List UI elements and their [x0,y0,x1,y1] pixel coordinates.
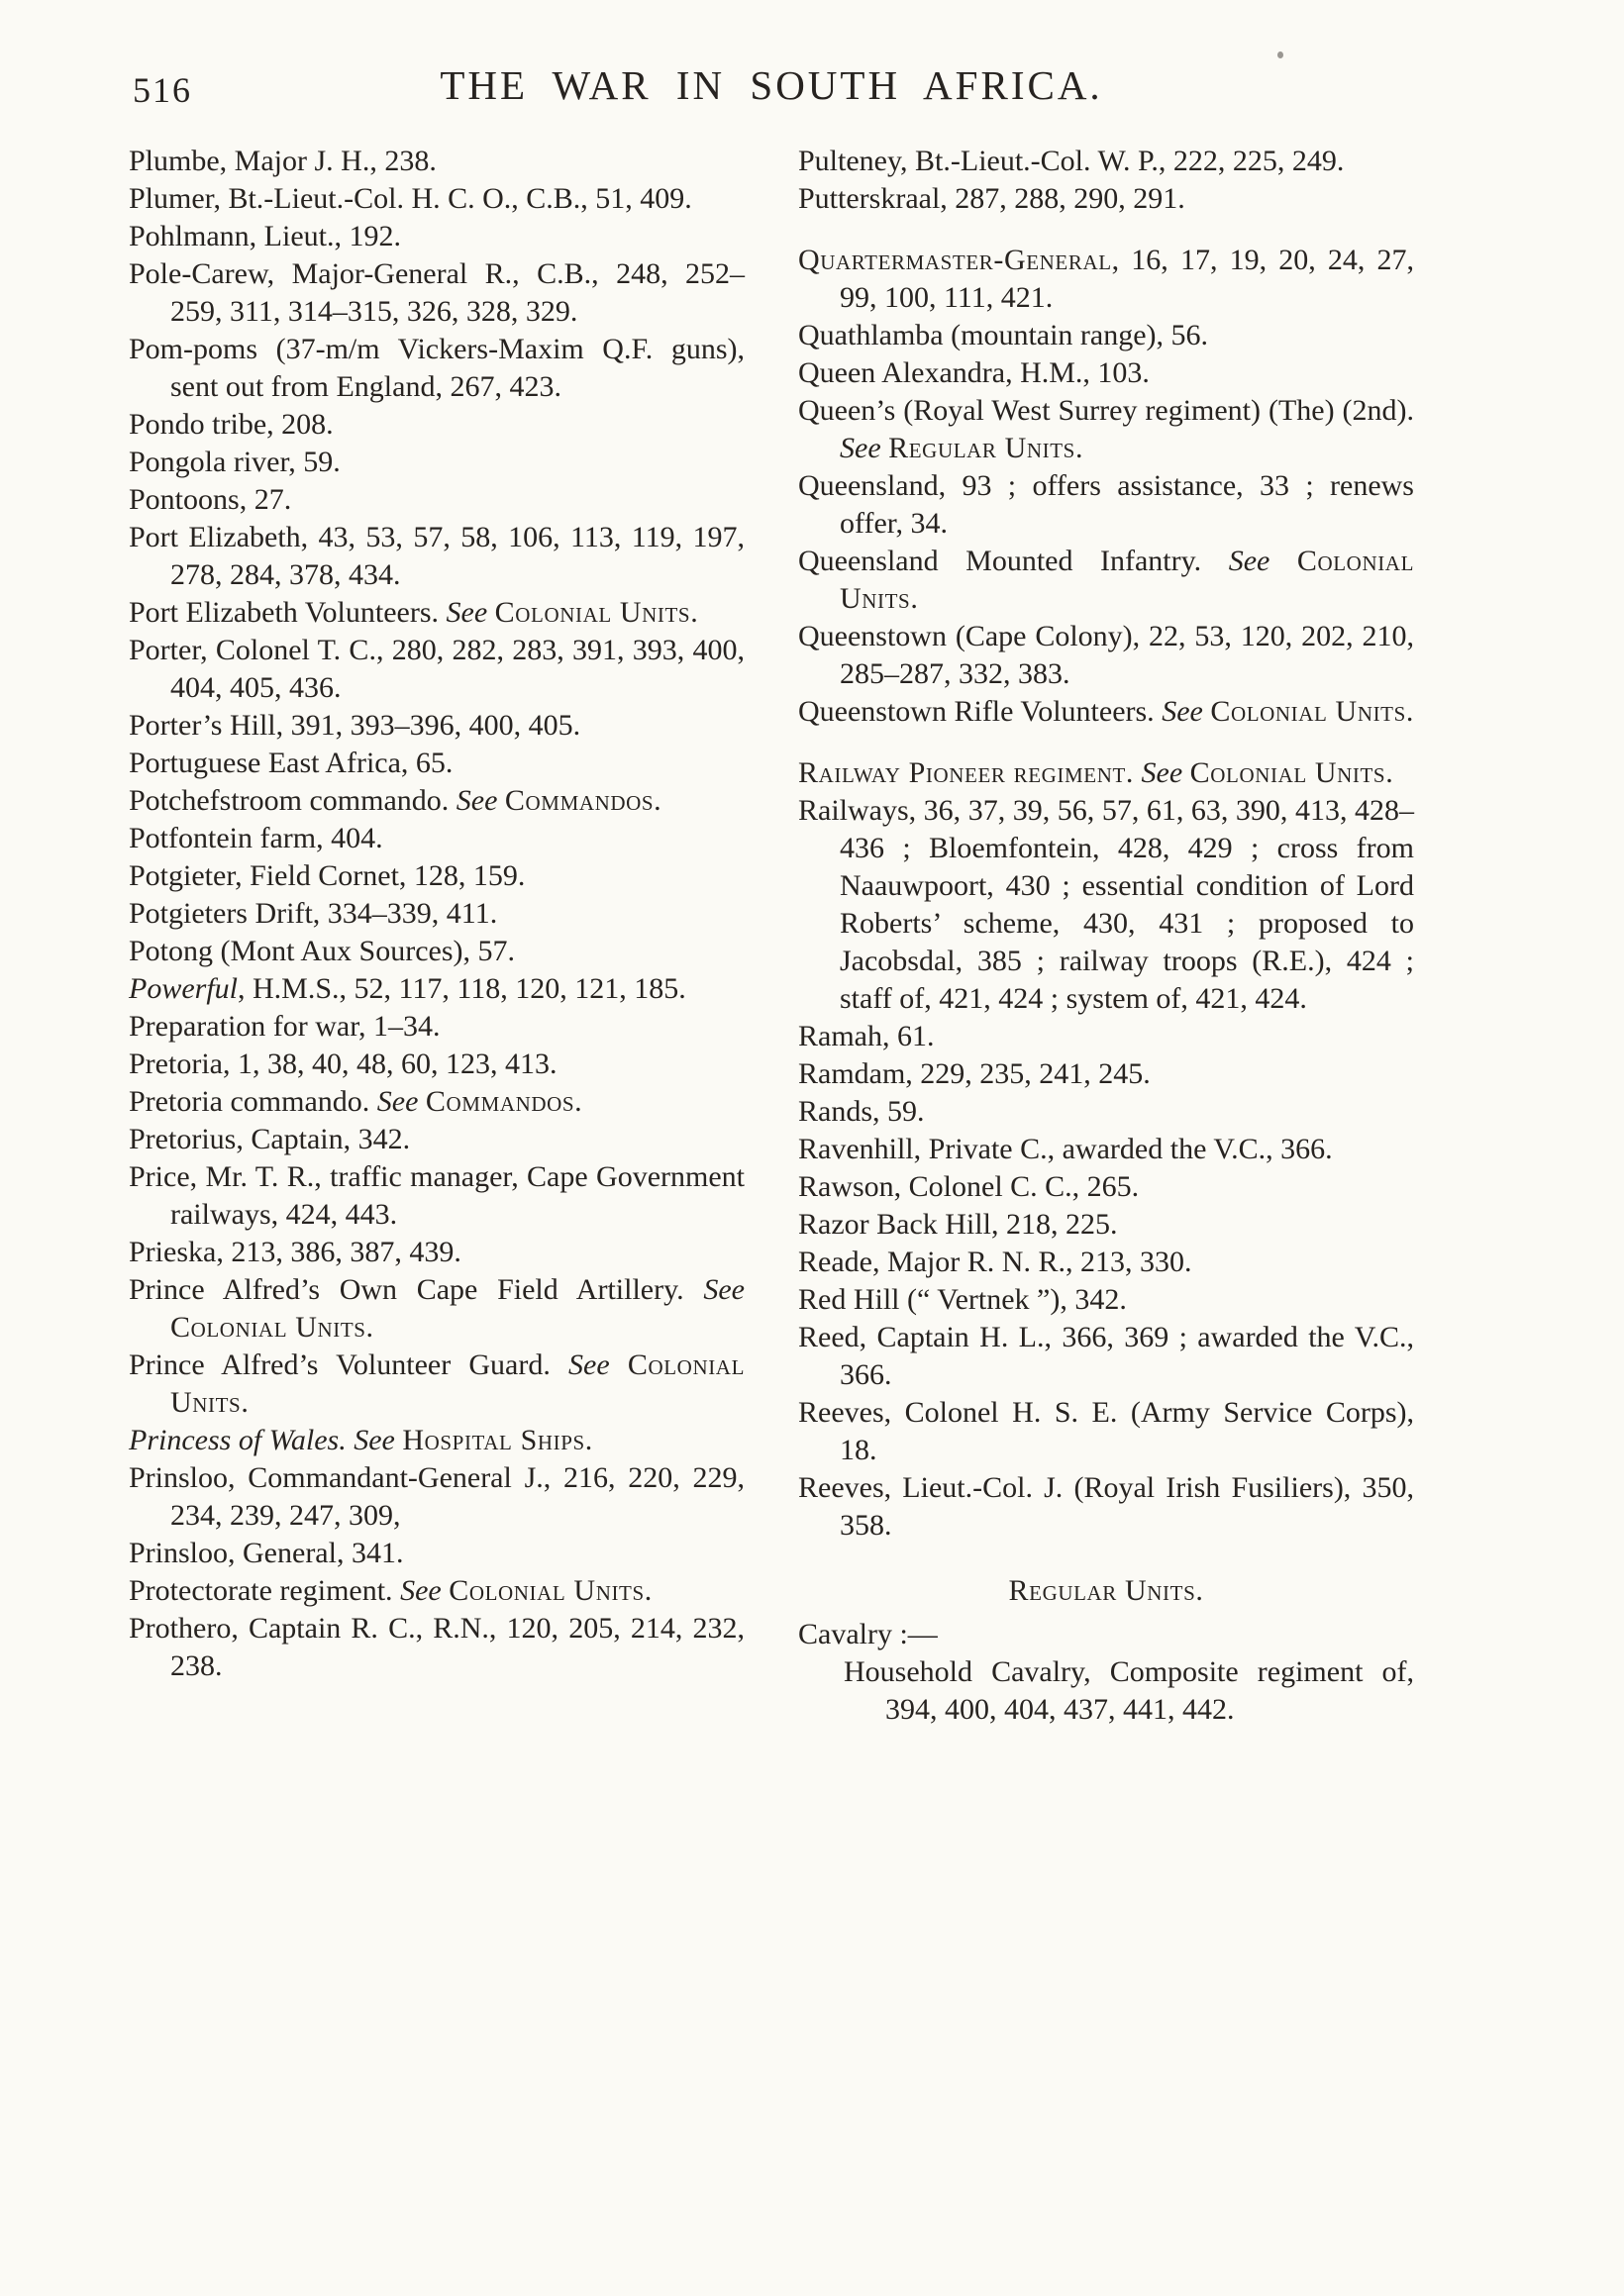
index-columns [129,143,1414,1729]
entry-text [497,784,505,817]
index-entry [798,1055,1414,1093]
index-entry [129,1008,745,1046]
index-entry [798,1206,1414,1244]
entry-text [418,1085,426,1118]
page-header [129,55,1414,121]
index-entry [129,255,745,331]
entry-text [487,596,495,629]
entry-text: Potfontein farm, 404. [129,822,383,854]
index-entry [129,970,745,1008]
index-entry [798,1131,1414,1168]
page-number: 516 [133,70,192,110]
index-entry [129,782,745,820]
entry-text [1134,756,1142,789]
index-entry [129,481,745,519]
index-entry [798,242,1414,317]
index-entry [798,754,1414,792]
index-entry [798,143,1414,180]
entry-text: Porter’s Hill, 391, 393–396, 400, 405. [129,709,581,742]
index-entry [129,632,745,707]
entry-text: Porter, Colonel T. C., 280, 282, 283, 391, 393, 400, 404, 405, 436. [129,634,745,704]
entry-text: Rawson, Colonel C. C., 265. [798,1170,1140,1203]
index-entry [129,1121,745,1158]
index-entry [798,467,1414,543]
entry-text: Red Hill (“ Vertnek ”), 342. [798,1283,1127,1316]
entry-text: Cavalry :— [798,1618,938,1650]
entry-text: Pom-poms (37-m/m Vickers-Maxim Q.F. guns), sent out from England, 267, 423. [129,333,745,403]
entry-text: See [1228,545,1270,577]
index-entry [798,1394,1414,1469]
entry-text: Pretoria commando. [129,1085,377,1118]
index-entry [798,317,1414,354]
entry-text [1182,756,1190,789]
entry-text: Preparation for war, 1–34. [129,1010,441,1043]
index-entry [798,792,1414,1018]
index-entry [798,1168,1414,1206]
entry-text: Potgieters Drift, 334–339, 411. [129,897,498,930]
entry-text: Rands, 59. [798,1095,925,1128]
index-column-right [798,143,1414,1729]
entry-text: Ramdam, 229, 235, 241, 245. [798,1057,1151,1090]
entry-text: , 16, 17, 19, 20, 24, 27, 99, 100, 111, 421. [840,244,1414,314]
index-entry [798,1319,1414,1394]
entry-text: , H.M.S., 52, 117, 118, 120, 121, 185. [238,972,686,1005]
entry-text: Pongola river, 59. [129,446,341,478]
entry-text: Potgieter, Field Cornet, 128, 159. [129,859,526,892]
index-entry [129,180,745,218]
index-entry [798,1093,1414,1131]
entry-text: See [400,1574,442,1607]
entry-text: Colonial Units. [170,1348,745,1419]
entry-text: Price, Mr. T. R., traffic manager, Cape Government railways, 424, 443. [129,1160,745,1231]
entry-text: Prothero, Captain R. C., R.N., 120, 205, 214, 232, 238. [129,1612,745,1682]
entry-text: Colonial Units. [1189,756,1394,789]
entry-text: Pohlmann, Lieut., 192. [129,220,401,252]
entry-text: Prinsloo, General, 341. [129,1537,404,1569]
entry-text: Reade, Major R. N. R., 213, 330. [798,1246,1192,1278]
entry-text: Quartermaster-General [798,244,1112,276]
entry-text: Port Elizabeth Volunteers. [129,596,447,629]
entry-text: Pretoria, 1, 38, 40, 48, 60, 123, 413. [129,1048,558,1080]
entry-text: Queen’s (Royal West Surrey regiment) (The) (2nd). [798,394,1414,427]
entry-text: Putterskraal, 287, 288, 290, 291. [798,182,1185,215]
entry-text: Colonial Units. [494,596,699,629]
entry-text: Hospital Ships. [402,1424,593,1456]
index-entry [129,820,745,857]
index-entry [798,1018,1414,1055]
entry-text: Reed, Captain H. L., 366, 369 ; awarded the V.C., 366. [798,1321,1414,1391]
running-head-title: THE WAR IN SOUTH AFRICA. [440,62,1103,108]
entry-text: Prinsloo, Commandant-General J., 216, 220, 229, 234, 239, 247, 309, [129,1461,745,1532]
entry-text: Reeves, Lieut.-Col. J. (Royal Irish Fusiliers), 350, 358. [798,1471,1414,1542]
entry-text: Portuguese East Africa, 65. [129,747,454,779]
entry-text: Protectorate regiment. [129,1574,401,1607]
entry-text: Prince Alfred’s Volunteer Guard. [129,1348,569,1381]
entry-text: See [703,1273,745,1306]
entry-text: See [568,1348,610,1381]
index-entry [129,1459,745,1535]
index-entry [129,857,745,895]
index-entry [129,444,745,481]
entry-text: Plumer, Bt.-Lieut.-Col. H. C. O., C.B., 51, 409. [129,182,692,215]
entry-text: Household Cavalry, Composite regiment of, 394, 400, 404, 437, 441, 442. [844,1655,1414,1726]
entry-text: Ravenhill, Private C., awarded the V.C., 366. [798,1133,1333,1165]
index-entry [798,543,1414,618]
index-entry [129,1572,745,1610]
index-entry [129,895,745,933]
index-entry [129,218,745,255]
entry-text: Commandos. [425,1085,583,1118]
entry-text [610,1348,628,1381]
entry-text: Prieska, 213, 386, 387, 439. [129,1236,461,1268]
index-entry [129,1610,745,1685]
entry-text: Queenstown Rifle Volunteers. [798,695,1163,728]
index-entry [798,618,1414,693]
entry-text: Colonial Units. [1210,695,1414,728]
entry-text: Commandos. [504,784,662,817]
index-entry [798,693,1414,731]
index-entry [798,354,1414,392]
entry-text: Queen Alexandra, H.M., 103. [798,356,1150,389]
entry-text: Powerful [129,972,238,1005]
entry-text: Pontoons, 27. [129,483,292,516]
index-entry [798,1244,1414,1281]
index-entry [798,1616,1414,1653]
index-entry [129,1347,745,1422]
index-entry [798,392,1414,467]
entry-text: See [376,1085,419,1118]
entry-text: Pretorius, Captain, 342. [129,1123,411,1155]
index-entry [129,707,745,745]
entry-text: Potchefstroom commando. [129,784,457,817]
index-entry [129,1083,745,1121]
entry-text: Reeves, Colonel H. S. E. (Army Service Corps), 18. [798,1396,1414,1466]
entry-text: Colonial Units. [449,1574,653,1607]
entry-text: Queensland Mounted Infantry. [798,545,1229,577]
index-entry [129,1535,745,1572]
index-entry [129,331,745,406]
entry-text: See [840,432,881,464]
entry-text: Queenstown (Cape Colony), 22, 53, 120, 202, 210, 285–287, 332, 383. [798,620,1414,690]
index-entry [129,1271,745,1347]
entry-text: Port Elizabeth, 43, 53, 57, 58, 106, 113, 119, 197, 278, 284, 378, 434. [129,521,745,591]
index-column-left [129,143,745,1729]
entry-text [1269,545,1297,577]
entry-text: See [1162,695,1203,728]
index-entry [798,1281,1414,1319]
entry-text: Pondo tribe, 208. [129,408,334,441]
index-entry [129,519,745,594]
index-entry [129,143,745,180]
entry-text: See [446,596,488,629]
entry-text: Railway Pioneer regiment. [798,756,1134,789]
entry-text: Regular Units. [1008,1574,1204,1607]
index-entry [129,1046,745,1083]
entry-text: Princess of Wales. [129,1424,347,1456]
entry-text: Colonial Units. [170,1311,374,1344]
index-entry [129,1422,745,1459]
entry-text: Potong (Mont Aux Sources), 57. [129,935,515,967]
entry-text: Razor Back Hill, 218, 225. [798,1208,1118,1241]
index-entry [798,1469,1414,1545]
index-entry [129,745,745,782]
section-heading [798,1572,1414,1610]
index-entry [129,1158,745,1234]
entry-text: Queensland, 93 ; offers assistance, 33 ; renews offer, 34. [798,469,1414,540]
entry-text: Plumbe, Major J. H., 238. [129,145,437,177]
index-entry [798,1653,1414,1729]
entry-text: Quathlamba (mountain range), 56. [798,319,1209,351]
index-entry [129,1234,745,1271]
entry-text: Regular Units. [888,432,1084,464]
entry-text: See [456,784,498,817]
entry-text: Ramah, 61. [798,1020,935,1052]
entry-text: Pole-Carew, Major-General R., C.B., 248, 252–259, 311, 314–315, 326, 328, 329. [129,257,745,328]
index-entry [129,933,745,970]
entry-text: See [1141,756,1183,789]
entry-text: See [354,1424,395,1456]
entry-text: Prince Alfred’s Own Cape Field Artillery. [129,1273,704,1306]
index-entry [798,180,1414,218]
entry-text: Colonial Units. [840,545,1414,615]
entry-text: Railways, 36, 37, 39, 56, 57, 61, 63, 390, 413, 428–436 ; Bloemfontein, 428, 429 ; cross from Naauwpoort, 430 ; essential condition of Lord Roberts’ scheme, 430, 431 ; proposed to Jacobsdal, 385 ; railway troops (R.E.), 424 ; staff of, 421, 424 ; system of, 421, 424. [798,794,1414,1015]
entry-text: Pulteney, Bt.-Lieut.-Col. W. P., 222, 225, 249. [798,145,1345,177]
index-entry [129,406,745,444]
index-entry [129,594,745,632]
